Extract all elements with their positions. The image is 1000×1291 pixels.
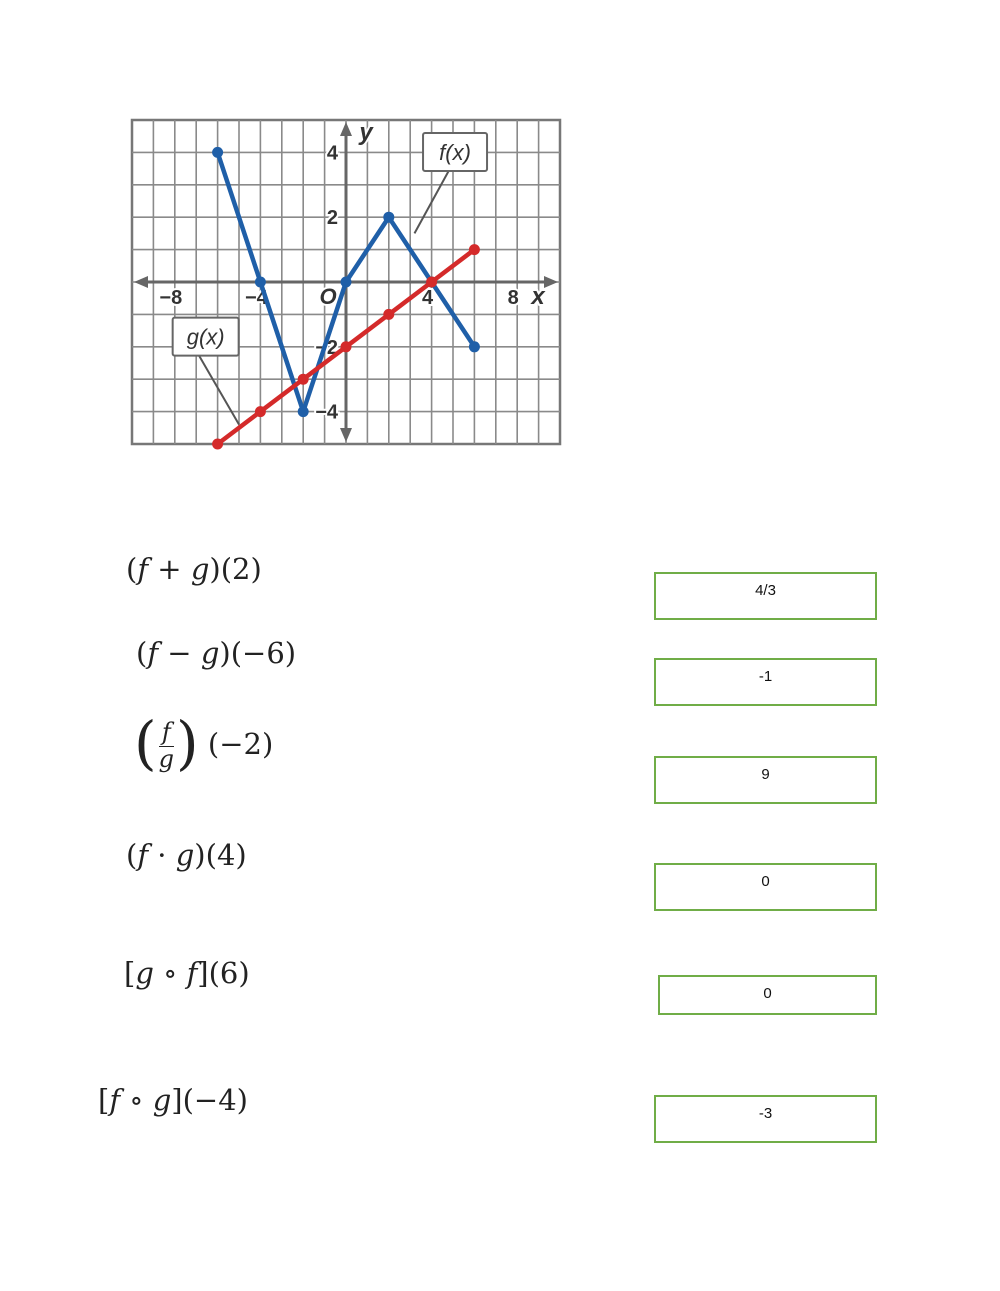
data-point <box>341 277 352 288</box>
expression-f-compose-g: [f ∘ g](−4) <box>98 1083 248 1117</box>
y-tick-label: 4 <box>326 142 338 165</box>
data-point <box>469 244 480 255</box>
data-point <box>255 406 266 417</box>
expr-arg: (2) <box>220 552 262 586</box>
x-axis-label: x <box>531 283 545 310</box>
data-point <box>298 406 309 417</box>
expr-arg: (−6) <box>230 636 297 670</box>
data-point <box>212 439 223 450</box>
expression-f-minus-g: (f − g)(−6) <box>136 636 297 670</box>
y-tick-label: 2 <box>326 207 338 230</box>
origin-label: O <box>319 284 337 309</box>
expr-arg: (−2) <box>207 727 274 761</box>
data-point <box>469 341 480 352</box>
answer-box[interactable]: 0 <box>658 975 877 1015</box>
answer-box[interactable]: -3 <box>654 1095 877 1143</box>
x-tick-label: −8 <box>159 287 183 309</box>
y-tick-label: −4 <box>315 401 338 424</box>
expression-f-plus-g: (f + g)(2) <box>126 552 262 586</box>
function-graph <box>128 116 568 452</box>
data-point <box>383 309 394 320</box>
data-point <box>212 147 223 158</box>
y-axis-label: y <box>359 119 373 146</box>
data-point <box>426 277 437 288</box>
x-tick-label: 8 <box>507 287 519 309</box>
g-callout-label: g(x) <box>186 324 225 350</box>
x-tick-label: −4 <box>244 287 268 309</box>
expression-g-compose-f: [g ∘ f](6) <box>124 956 250 990</box>
x-tick-label: 4 <box>422 287 434 309</box>
expression-f-times-g: (f · g)(4) <box>126 838 247 872</box>
expression-f-over-g: ( $\frac{f}{g}$ ) (−2) <box>134 709 274 777</box>
f-callout-label: f(x) <box>439 139 471 165</box>
data-point <box>341 341 352 352</box>
answer-box[interactable]: 4/3 <box>654 572 877 620</box>
data-point <box>298 374 309 385</box>
answer-box[interactable]: 9 <box>654 756 877 804</box>
expr-arg: ](−4) <box>171 1083 248 1117</box>
data-point <box>383 212 394 223</box>
data-point <box>255 277 266 288</box>
answer-box[interactable]: -1 <box>654 658 877 706</box>
y-tick-label: −2 <box>315 336 338 359</box>
expr-arg: ](6) <box>197 956 250 990</box>
answer-box[interactable]: 0 <box>654 863 877 911</box>
expr-arg: (4) <box>205 838 247 872</box>
